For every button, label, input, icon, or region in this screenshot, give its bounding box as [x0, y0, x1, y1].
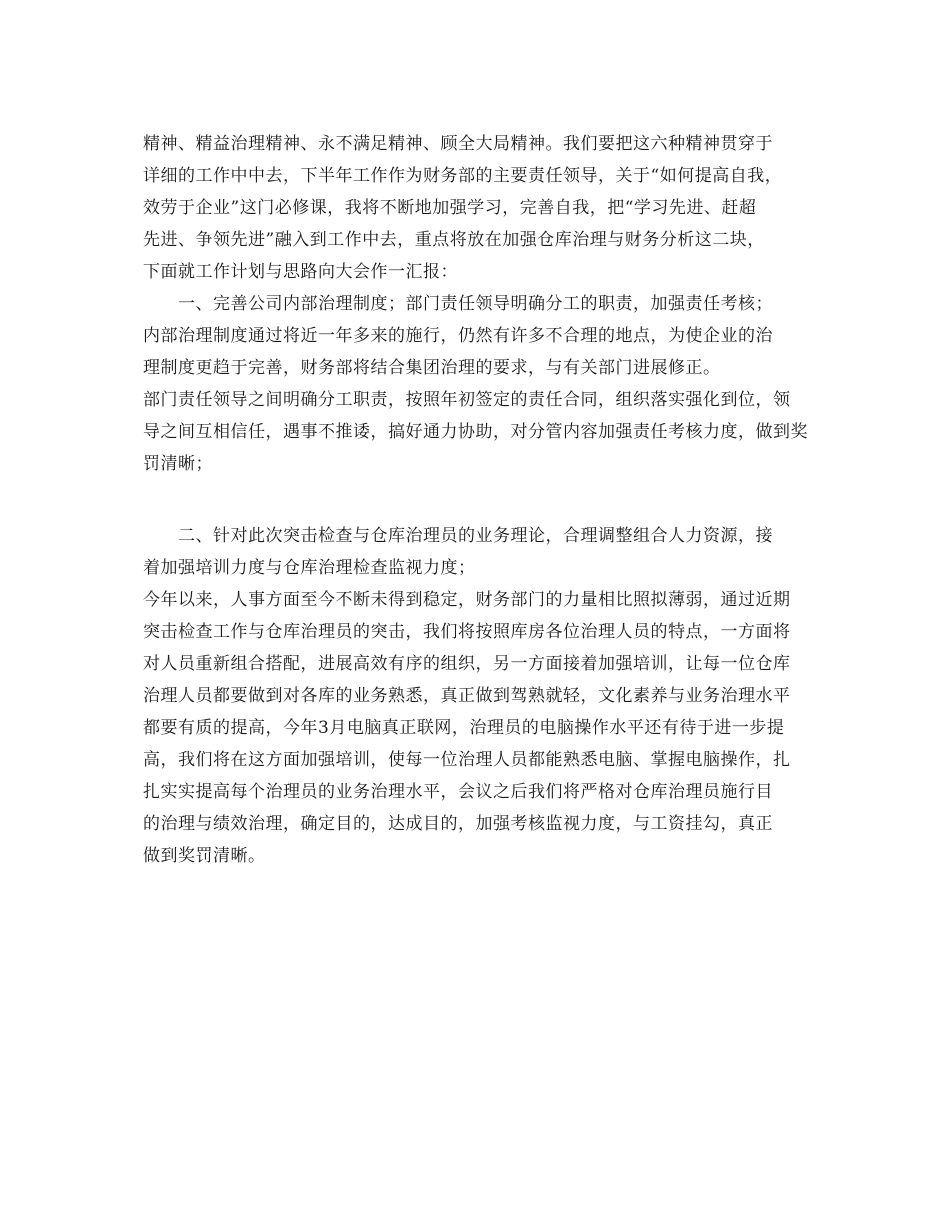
text-line: 先进、争领先进”融入到工作中去，重点将放在加强仓库治理与财务分析这二块，: [143, 230, 765, 250]
text-line: 今年以来，人事方面至今不断未得到稳定，财务部门的力量相比照拟薄弱，通过近期: [143, 590, 791, 610]
text-line: 高，我们将在这方面加强培训，使每一位治理人员都能熟悉电脑、掌握电脑操作，扎: [143, 750, 791, 770]
text-line: 做到奖罚清晰。: [143, 846, 266, 866]
text-line: 效劳于企业”这门必修课，我将不断地加强学习，完善自我，把“学习先进、赶超: [143, 198, 757, 218]
text-line: 一、完善公司内部治理制度；部门责任领导明确分工的职责，加强责任考核；: [178, 294, 773, 314]
text-line: 部门责任领导之间明确分工职责，按照年初签定的责任合同，组织落实强化到位，领: [143, 390, 791, 410]
text-line: 下面就工作计划与思路向大会作一汇报：: [143, 262, 458, 282]
text-block-2: [143, 520, 823, 872]
text-line: 着加强培训力度与仓库治理检查监视力度；: [143, 558, 476, 578]
text-line: 内部治理制度通过将近一年多来的施行，仍然有许多不合理的地点，为使企业的治: [143, 326, 773, 346]
text-block-1: [143, 128, 823, 480]
text-line: 罚清晰；: [143, 454, 213, 474]
text-line: 突击检查工作与仓库治理员的突击，我们将按照库房各位治理人员的特点，一方面将: [143, 622, 791, 642]
text-line: 理制度更趋于完善，财务部将结合集团治理的要求，与有关部门进展修正。: [143, 358, 721, 378]
text-line: 的治理与绩效治理，确定目的，达成目的，加强考核监视力度，与工资挂勾，真正: [143, 814, 773, 834]
text-line: 治理人员都要做到对各库的业务熟悉，真正做到驾熟就轻，文化素养与业务治理水平: [143, 686, 791, 706]
text-line: 精神、精益治理精神、永不满足精神、顾全大局精神。我们要把这六种精神贯穿于: [143, 134, 773, 154]
text-line: 详细的工作中中去，下半年工作作为财务部的主要责任领导，关于“如何提高自我，: [143, 166, 783, 186]
text-line: 对人员重新组合搭配，进展高效有序的组织，另一方面接着加强培训，让每一位仓库: [143, 654, 791, 674]
text-line: 二、针对此次突击检查与仓库治理员的业务理论，合理调整组合人力资源，接: [178, 526, 773, 546]
text-line: 扎实实提高每个治理员的业务治理水平，会议之后我们将严格对仓库治理员施行目: [143, 782, 773, 802]
text-line: 导之间互相信任，遇事不推诿，搞好通力协助，对分管内容加强责任考核力度，做到奖: [143, 422, 808, 442]
text-line: 都要有质的提高，今年3月电脑真正联网，治理员的电脑操作水平还有待于进一步提: [143, 718, 785, 738]
